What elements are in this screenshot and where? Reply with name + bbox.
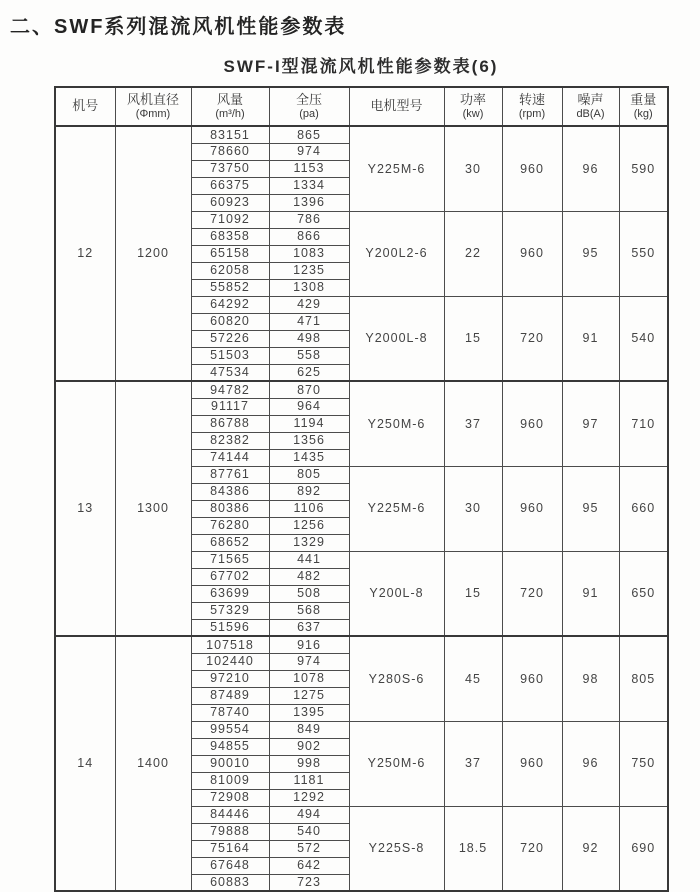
pressure-cell: 1181 bbox=[269, 772, 349, 789]
fan-performance-table bbox=[54, 86, 669, 892]
airflow-cell: 83151 bbox=[191, 126, 269, 143]
pressure-cell: 1153 bbox=[269, 160, 349, 177]
airflow-cell: 71565 bbox=[191, 551, 269, 568]
noise-cell: 98 bbox=[562, 636, 619, 721]
noise-cell: 92 bbox=[562, 806, 619, 891]
column-header-label: 电机型号 bbox=[370, 98, 423, 114]
airflow-cell: 66375 bbox=[191, 177, 269, 194]
airflow-cell: 87489 bbox=[191, 687, 269, 704]
power-cell: 15 bbox=[444, 551, 502, 636]
page-title: 二、SWF系列混流风机性能参数表 bbox=[10, 16, 347, 38]
column-header-label: 功率 bbox=[459, 91, 486, 107]
pressure-cell: 1329 bbox=[269, 534, 349, 551]
airflow-cell: 81009 bbox=[191, 772, 269, 789]
pressure-cell: 498 bbox=[269, 330, 349, 347]
power-cell: 22 bbox=[444, 211, 502, 296]
pressure-cell: 1078 bbox=[269, 670, 349, 687]
column-header bbox=[269, 87, 349, 126]
pressure-cell: 1334 bbox=[269, 177, 349, 194]
motor-model-cell: Y2000L-8 bbox=[349, 296, 444, 381]
airflow-cell: 76280 bbox=[191, 517, 269, 534]
motor-model-cell: Y250M-6 bbox=[349, 721, 444, 806]
pressure-cell: 572 bbox=[269, 840, 349, 857]
noise-cell: 91 bbox=[562, 551, 619, 636]
airflow-cell: 57329 bbox=[191, 602, 269, 619]
column-header-unit: (kw) bbox=[462, 107, 484, 120]
weight-cell: 650 bbox=[619, 551, 668, 636]
speed-cell: 720 bbox=[502, 296, 562, 381]
weight-cell: 690 bbox=[619, 806, 668, 891]
weight-cell: 710 bbox=[619, 381, 668, 466]
column-header-unit: (rpm) bbox=[518, 107, 546, 120]
noise-cell: 95 bbox=[562, 211, 619, 296]
speed-cell: 960 bbox=[502, 126, 562, 211]
pressure-cell: 786 bbox=[269, 211, 349, 228]
power-cell: 30 bbox=[444, 126, 502, 211]
column-header-label: 噪声 bbox=[577, 91, 604, 107]
column-header bbox=[502, 87, 562, 126]
airflow-cell: 79888 bbox=[191, 823, 269, 840]
noise-cell: 97 bbox=[562, 381, 619, 466]
column-header-unit: (pa) bbox=[299, 107, 319, 120]
pressure-cell: 892 bbox=[269, 483, 349, 500]
table-row bbox=[55, 381, 668, 398]
power-cell: 37 bbox=[444, 381, 502, 466]
machine-no-cell: 13 bbox=[55, 381, 115, 636]
airflow-cell: 82382 bbox=[191, 432, 269, 449]
pressure-cell: 441 bbox=[269, 551, 349, 568]
pressure-cell: 902 bbox=[269, 738, 349, 755]
airflow-cell: 72908 bbox=[191, 789, 269, 806]
airflow-cell: 97210 bbox=[191, 670, 269, 687]
airflow-cell: 84386 bbox=[191, 483, 269, 500]
pressure-cell: 849 bbox=[269, 721, 349, 738]
airflow-cell: 73750 bbox=[191, 160, 269, 177]
pressure-cell: 568 bbox=[269, 602, 349, 619]
airflow-cell: 55852 bbox=[191, 279, 269, 296]
speed-cell: 720 bbox=[502, 806, 562, 891]
speed-cell: 960 bbox=[502, 721, 562, 806]
airflow-cell: 68358 bbox=[191, 228, 269, 245]
noise-cell: 95 bbox=[562, 466, 619, 551]
pressure-cell: 429 bbox=[269, 296, 349, 313]
power-cell: 15 bbox=[444, 296, 502, 381]
airflow-cell: 60883 bbox=[191, 874, 269, 891]
pressure-cell: 866 bbox=[269, 228, 349, 245]
pressure-cell: 482 bbox=[269, 568, 349, 585]
airflow-cell: 80386 bbox=[191, 500, 269, 517]
noise-cell: 96 bbox=[562, 721, 619, 806]
pressure-cell: 916 bbox=[269, 636, 349, 653]
airflow-cell: 78740 bbox=[191, 704, 269, 721]
motor-model-cell: Y280S-6 bbox=[349, 636, 444, 721]
pressure-cell: 1106 bbox=[269, 500, 349, 517]
airflow-cell: 65158 bbox=[191, 245, 269, 262]
pressure-cell: 1256 bbox=[269, 517, 349, 534]
pressure-cell: 974 bbox=[269, 143, 349, 160]
column-header-label: 转速 bbox=[518, 91, 545, 107]
airflow-cell: 87761 bbox=[191, 466, 269, 483]
speed-cell: 960 bbox=[502, 211, 562, 296]
airflow-cell: 78660 bbox=[191, 143, 269, 160]
airflow-cell: 91117 bbox=[191, 398, 269, 415]
airflow-cell: 51503 bbox=[191, 347, 269, 364]
pressure-cell: 1292 bbox=[269, 789, 349, 806]
column-header-unit: dB(A) bbox=[576, 107, 605, 120]
pressure-cell: 1275 bbox=[269, 687, 349, 704]
noise-cell: 96 bbox=[562, 126, 619, 211]
pressure-cell: 540 bbox=[269, 823, 349, 840]
column-header-label: 重量 bbox=[630, 91, 657, 107]
column-header bbox=[444, 87, 502, 126]
diameter-cell: 1300 bbox=[115, 381, 191, 636]
speed-cell: 720 bbox=[502, 551, 562, 636]
power-cell: 30 bbox=[444, 466, 502, 551]
diameter-cell: 1200 bbox=[115, 126, 191, 381]
pressure-cell: 1435 bbox=[269, 449, 349, 466]
airflow-cell: 68652 bbox=[191, 534, 269, 551]
machine-no-cell: 14 bbox=[55, 636, 115, 891]
airflow-cell: 60923 bbox=[191, 194, 269, 211]
column-header-label: 风量 bbox=[216, 91, 243, 107]
column-header-unit: (m³/h) bbox=[215, 107, 245, 120]
airflow-cell: 107518 bbox=[191, 636, 269, 653]
airflow-cell: 74144 bbox=[191, 449, 269, 466]
pressure-cell: 1235 bbox=[269, 262, 349, 279]
pressure-cell: 870 bbox=[269, 381, 349, 398]
motor-model-cell: Y200L2-6 bbox=[349, 211, 444, 296]
weight-cell: 540 bbox=[619, 296, 668, 381]
power-cell: 45 bbox=[444, 636, 502, 721]
pressure-cell: 1194 bbox=[269, 415, 349, 432]
machine-no-cell: 12 bbox=[55, 126, 115, 381]
pressure-cell: 964 bbox=[269, 398, 349, 415]
pressure-cell: 625 bbox=[269, 364, 349, 381]
airflow-cell: 64292 bbox=[191, 296, 269, 313]
airflow-cell: 75164 bbox=[191, 840, 269, 857]
diameter-cell: 1400 bbox=[115, 636, 191, 891]
motor-model-cell: Y200L-8 bbox=[349, 551, 444, 636]
column-header-unit: (kg) bbox=[633, 107, 653, 120]
pressure-cell: 471 bbox=[269, 313, 349, 330]
airflow-cell: 84446 bbox=[191, 806, 269, 823]
table-row bbox=[55, 126, 668, 143]
weight-cell: 750 bbox=[619, 721, 668, 806]
power-cell: 18.5 bbox=[444, 806, 502, 891]
weight-cell: 550 bbox=[619, 211, 668, 296]
weight-cell: 590 bbox=[619, 126, 668, 211]
pressure-cell: 805 bbox=[269, 466, 349, 483]
airflow-cell: 90010 bbox=[191, 755, 269, 772]
pressure-cell: 494 bbox=[269, 806, 349, 823]
column-header bbox=[349, 87, 444, 126]
pressure-cell: 508 bbox=[269, 585, 349, 602]
airflow-cell: 57226 bbox=[191, 330, 269, 347]
pressure-cell: 1396 bbox=[269, 194, 349, 211]
header-row bbox=[55, 87, 668, 126]
airflow-cell: 63699 bbox=[191, 585, 269, 602]
pressure-cell: 1356 bbox=[269, 432, 349, 449]
table-caption: SWF-I型混流风机性能参数表(6) bbox=[223, 57, 499, 76]
noise-cell: 91 bbox=[562, 296, 619, 381]
power-cell: 37 bbox=[444, 721, 502, 806]
airflow-cell: 86788 bbox=[191, 415, 269, 432]
airflow-cell: 102440 bbox=[191, 653, 269, 670]
pressure-cell: 974 bbox=[269, 653, 349, 670]
speed-cell: 960 bbox=[502, 381, 562, 466]
pressure-cell: 998 bbox=[269, 755, 349, 772]
pressure-cell: 558 bbox=[269, 347, 349, 364]
pressure-cell: 642 bbox=[269, 857, 349, 874]
column-header-unit: (Φmm) bbox=[135, 107, 171, 120]
column-header bbox=[619, 87, 668, 126]
column-header bbox=[55, 87, 115, 126]
weight-cell: 805 bbox=[619, 636, 668, 721]
pressure-cell: 1308 bbox=[269, 279, 349, 296]
pressure-cell: 637 bbox=[269, 619, 349, 636]
airflow-cell: 60820 bbox=[191, 313, 269, 330]
pressure-cell: 723 bbox=[269, 874, 349, 891]
airflow-cell: 67702 bbox=[191, 568, 269, 585]
airflow-cell: 94855 bbox=[191, 738, 269, 755]
weight-cell: 660 bbox=[619, 466, 668, 551]
motor-model-cell: Y225M-6 bbox=[349, 466, 444, 551]
airflow-cell: 71092 bbox=[191, 211, 269, 228]
speed-cell: 960 bbox=[502, 636, 562, 721]
motor-model-cell: Y225S-8 bbox=[349, 806, 444, 891]
pressure-cell: 1395 bbox=[269, 704, 349, 721]
speed-cell: 960 bbox=[502, 466, 562, 551]
airflow-cell: 67648 bbox=[191, 857, 269, 874]
column-header-label: 全压 bbox=[295, 91, 322, 107]
airflow-cell: 51596 bbox=[191, 619, 269, 636]
airflow-cell: 62058 bbox=[191, 262, 269, 279]
pressure-cell: 865 bbox=[269, 126, 349, 143]
column-header-label: 风机直径 bbox=[126, 91, 179, 107]
column-header bbox=[191, 87, 269, 126]
motor-model-cell: Y225M-6 bbox=[349, 126, 444, 211]
column-header-label: 机号 bbox=[72, 98, 99, 114]
column-header bbox=[562, 87, 619, 126]
airflow-cell: 47534 bbox=[191, 364, 269, 381]
table-row bbox=[55, 636, 668, 653]
table-body bbox=[55, 126, 668, 891]
table-header bbox=[55, 87, 668, 126]
airflow-cell: 94782 bbox=[191, 381, 269, 398]
motor-model-cell: Y250M-6 bbox=[349, 381, 444, 466]
pressure-cell: 1083 bbox=[269, 245, 349, 262]
airflow-cell: 99554 bbox=[191, 721, 269, 738]
column-header bbox=[115, 87, 191, 126]
